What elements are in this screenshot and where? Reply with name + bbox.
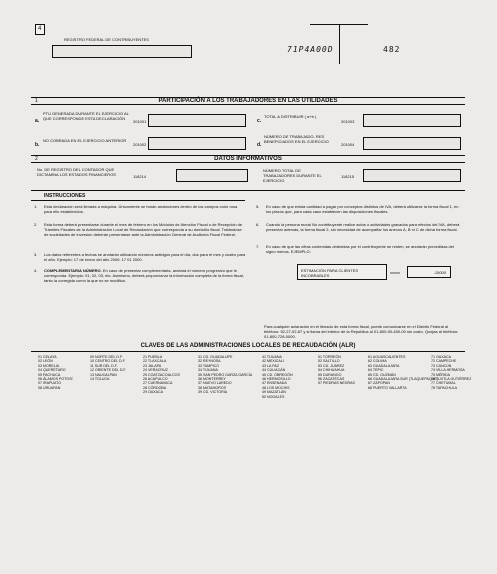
row-a-code: 201001 [133,119,147,124]
clave-item: 45 CD. OBREGÓN [262,372,293,377]
instructions-title-rule [31,200,245,201]
row-d-code: 201004 [341,142,355,147]
clave-item: 23 JALAPA [143,363,162,368]
example-box [297,264,387,280]
clave-item: 66 GUADALAJARA SUR (TLAQUEPAQUE) [368,376,438,381]
row-b-letter: b. [35,142,40,148]
clave-item: 08 URUAPAN [38,385,61,390]
row-c-letter: c. [257,118,262,124]
clave-item: 10 CENTRO DEL D.F. [90,359,126,364]
clave-item: 54 CHIHUAHUA [318,368,345,373]
instr-5-text: En caso de que exista cantidad a pagar por conceptos distintos de IVA, deberá utilizarse la forma fiscal 1, en los plazos que, para cada caso establecen las disposiciones fiscales. [266,204,459,214]
contador-input[interactable] [176,169,248,182]
row-b-label: NO COBRADA EN EL EJERCICIO ANTERIOR [43,138,127,143]
instr-4 [34,268,246,283]
clave-item: 22 TLAXCALA [143,359,167,364]
claves-column [318,355,355,386]
clave-item: 62 COLIMA [368,359,387,364]
instr-2-text: Esta forma deberá presentarse durante el mes de febrero en los Módulos de Atención Fiscal o de Recepción de Trámites Fiscales de la Administración Local de Recaudación que corresponda a su domicilio fiscal. Tratándose de sociedades de inversión deberán presentarse ante la Administración General de Auditoría Fiscal Federal. [44,222,243,237]
clave-item: 41 TIJUANA [262,355,282,359]
clave-item: 14 TOLUCA [90,376,110,381]
clave-item: 28 CÓRDOBA [143,385,167,390]
clave-item: 32 REYNOSA [198,359,221,364]
registro-label: REGISTRO FEDERAL DE CONTRIBUYENTES [64,37,149,42]
instr-6-text: Cuando la persona moral No contribuyente realice actos o actividades gravados para efectos del IVA, deberá presentar además, la forma fiscal 2, sin necesidad de acompañar los anexos A, B ni C de dicha forma fiscal. [266,222,460,232]
clave-item: 31 CD. GUADALUPE [198,355,233,359]
clave-item: 46 HERMOSILLO [262,376,291,381]
clave-item: 37 NUEVO LAREDO [198,381,232,386]
instr-6-num: 6. [256,222,260,227]
claves-column [431,355,471,390]
clave-item: 51 TORREÓN [318,355,341,359]
clave-item: 13 NAUCALPAN [90,372,117,377]
clave-item: 07 IRAPUATO [38,381,62,386]
instr-4-text: En caso de presentar complementaria, anotará el número progresivo que le corresponda. Ejemplo: 01, 02, 03, etc. Asimismo, deberá proporcionar la información completa de la forma fiscal, tanto la corregida como la que no se modifica. [44,268,244,283]
clave-item: 71 OAXACA [431,355,451,359]
clave-item: 43 LA PAZ [262,363,279,368]
row-d-label: NÚMERO DE TRABAJADO- RES BENEFICIADOS EN EL EJERCICIO [264,134,329,144]
instr-4-bold: COMPLEMENTARIA NÚMERO. [44,268,102,273]
clave-item: 21 PUEBLA [143,355,163,359]
clave-item: 74 VILLA HERMOSA [431,368,465,373]
rfc-input[interactable] [52,45,192,58]
row-d-input[interactable] [363,137,461,150]
instr-2-num: 2. [34,222,38,227]
claves-column [198,355,252,395]
trabajadores-code: 118215 [341,174,355,179]
clave-item: 27 CUERNAVACA [143,381,173,386]
clave-item: 01 CELAYA [38,355,57,359]
instr-1-text: Esta declaración será llenada a máquina. Únicamente se harán anotaciones dentro de los campos color rosa para ello establecidos. [44,204,238,214]
claves-column [262,355,293,399]
clave-item: 63 GUADALAJARA [368,363,400,368]
section2-header [31,155,465,163]
claves-title: CLAVES DE LAS ADMINISTRACIONES LOCALES DE RECAUDACIÓN (ALR) [140,343,356,349]
instr-7 [256,244,464,254]
claves-column [38,355,73,390]
row-c-code: 201003 [341,119,355,124]
section2-bottom-rule [31,190,465,191]
clave-item: 53 CD. JUÁREZ [318,363,345,368]
row-b-input[interactable] [148,137,246,150]
clave-item: 48 LOS MOCHIS [262,385,290,390]
t-mark-stem [339,24,340,64]
instr-5-num: 5. [256,204,260,209]
section1-header [31,97,465,105]
claves-column [90,355,126,381]
clave-item: 38 MATAMOROS [198,385,227,390]
clave-item: 72 CAMPECHE [431,359,457,364]
clave-item: 26 ACAPULCO [143,376,168,381]
clave-item: 61 AGUASCALIENTES [368,355,406,359]
trabajadores-label: NÚMERO TOTAL DE TRABAJADORES DURANTE EL EJERCICIO [263,168,322,183]
example-value: -15000 [433,270,446,275]
instr-6 [256,222,464,232]
row-a-input[interactable] [148,114,246,127]
instr-7-text: En caso de que las cifras contenidas obtenidas por el contribuyente se resten, se anotarán precedidas del signo menos. EJEMPLO: [266,244,454,254]
clave-item: 34 TIJUANA [198,368,218,373]
clave-item: 57 PIEDRAS NEGRAS [318,381,355,386]
example-label: ESTIMACIÓN PARA CLIENTES INCOBRABLES [301,268,359,278]
row-a-letter: a. [35,118,40,124]
instr-5 [256,204,464,214]
clave-item: 64 TEPIC [368,368,384,373]
clave-item: 67 ZAPOPAN [368,381,390,386]
contador-code: 118214 [133,174,147,179]
clave-item: 04 QUERÉTARO [38,368,66,373]
clave-item: 56 ZACATECAS [318,376,345,381]
clave-item: 77 CHETUMAL [431,381,456,386]
clave-item: 24 VERACRUZ [143,368,168,373]
clave-item: 06 ÁLAMOS POTOSÍ [38,376,73,381]
clave-item: 36 MONTERREY [198,376,226,381]
instructions-title: INSTRUCCIONES [44,193,86,199]
example-value-box [407,266,451,278]
instr-4-num: 4. [34,268,38,273]
section2-number: 2 [35,156,38,162]
clave-item: 05 PACHUCA [38,372,61,377]
example-code: xxxxx [390,270,400,275]
trabajadores-input[interactable] [363,169,461,182]
clave-item: 47 ENSENADA [262,381,287,386]
clave-item: 68 PUERTO VALLARTA [368,385,407,390]
clave-item: 76 TUXTLA GUTIÉRREZ [431,376,472,381]
clave-item: 50 NOGALES [262,394,285,399]
row-d-letter: d. [257,142,262,148]
row-b-code: 201002 [133,142,147,147]
page-number-box [35,24,45,35]
clave-item: 25 COATZACOALCOS [143,372,180,377]
instr-3-text: Los datos referentes a fechas se anotarán utilizando números arábigos para el día, dos para el mes y cuatro para el año. Ejemplo: 17 de enero del año 2000: 17 01 2000. [44,252,246,262]
clave-item: 11 SUR DEL D.F. [90,363,118,368]
clave-item: 55 DURANGO [318,372,342,377]
clave-item: 52 SALTILLO [318,359,340,364]
section2-title: DATOS INFORMATIVOS [214,156,282,162]
contact-text: Para cualquier aclaración en el llenado de esta forma fiscal, puede comunicarse en el Distrito Federal al teléfono: 52-27-02-87 y si llama del interior de la República al 01-800-90-450-00 sin costo. Quejas al teléfono: 01-800-728-0000. [264,324,459,339]
contador-label: No. DE REGISTRO DEL CONTADOR QUE DICTAMINA LOS ESTADOS FINANCIEROS [37,167,116,177]
clave-item: 33 TAMPICO [198,363,220,368]
row-c-input[interactable] [363,114,461,127]
clave-item: 02 LEÓN [38,359,53,364]
clave-item: 44 CULIACÁN [262,368,286,373]
clave-item: 12 ORIENTE DEL D.F. [90,368,127,373]
claves-column [368,355,438,390]
instr-1 [34,204,246,214]
clave-item: 29 OAXACA [143,390,163,395]
instr-7-num: 7. [256,244,260,249]
clave-item: 39 CD. VICTORIA [198,390,228,395]
clave-item: 73 CANCÚN [431,363,452,368]
rfc-handwritten: 71P4A00D [287,45,334,54]
clave-item: 35 SAN PEDRO GARZA GARCÍA [198,372,253,377]
number-handwritten: 482 [383,45,401,54]
claves-column [143,355,180,395]
row-c-label: TOTAL A DISTRIBUIR ( a+b ) [264,114,317,119]
page-number: 4 [38,26,42,32]
section1-title: PARTICIPACIÓN A LOS TRABAJADORES EN LAS UTILIDADES [158,98,338,104]
instr-3 [34,252,246,262]
instr-3-num: 3. [34,252,38,257]
clave-item: 03 MORELIA [38,363,60,368]
row-a-label: PTU GENERADA DURANTE EL EJERCICIO AL QUE CORRESPONDE ESTA DECLARACIÓN [43,111,129,121]
clave-item: 65 CD. GUZMÁN [368,372,396,377]
clave-item: 09 NORTE DEL D.F. [90,355,123,359]
clave-item: 78 TAPACHULA [431,385,457,390]
clave-item: 75 MÉRIDA [431,372,450,377]
section1-number: 1 [35,98,38,104]
instr-2 [34,222,246,237]
instr-1-num: 1. [34,204,38,209]
clave-item: 49 MAZATLÁN [262,390,286,395]
claves-title-rule [31,351,465,352]
clave-item: 42 MEXICALI [262,359,284,364]
